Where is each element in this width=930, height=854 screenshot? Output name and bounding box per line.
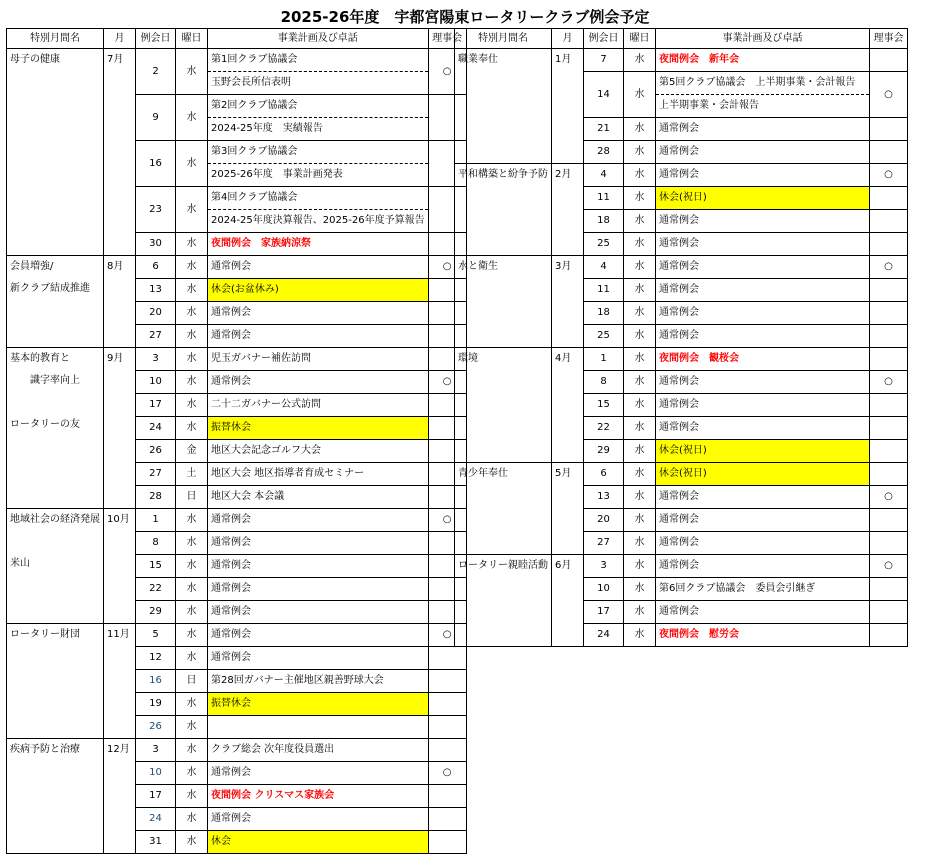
event-text: 夜間例会 クリスマス家族会 [208, 785, 429, 808]
meeting-day: 27 [136, 463, 176, 486]
meeting-day: 5 [136, 624, 176, 647]
meeting-day: 27 [136, 325, 176, 348]
meeting-day: 13 [584, 486, 624, 509]
weekday: 水 [624, 49, 656, 72]
weekday: 水 [176, 187, 208, 233]
topic-line [10, 531, 100, 553]
meeting-day: 24 [136, 808, 176, 831]
header-day: 例会日 [136, 29, 176, 49]
weekday: 水 [624, 440, 656, 463]
meeting-day: 20 [136, 302, 176, 325]
topic-line: 疾病予防と治療 [10, 744, 80, 755]
board-meeting-mark [870, 302, 908, 325]
event-text: 通常例会 [208, 555, 429, 578]
weekday: 水 [624, 601, 656, 624]
weekday: 水 [176, 831, 208, 854]
meeting-day: 24 [136, 417, 176, 440]
table-row [7, 509, 467, 532]
board-meeting-mark [428, 808, 466, 831]
event-text: 児玉ガバナー補佐訪問 [208, 348, 429, 371]
meeting-day: 25 [584, 233, 624, 256]
event-text: 通常例会 [656, 164, 870, 187]
meeting-day: 18 [584, 302, 624, 325]
board-meeting-mark [870, 601, 908, 624]
board-meeting-mark [870, 141, 908, 164]
event-text: 振替休会 [208, 693, 429, 716]
board-meeting-mark [870, 440, 908, 463]
event-text: 通常例会 [208, 325, 429, 348]
meeting-day: 12 [136, 647, 176, 670]
weekday: 水 [624, 371, 656, 394]
month-label: 9月 [104, 348, 136, 509]
meeting-day: 21 [584, 118, 624, 141]
meeting-day: 10 [584, 578, 624, 601]
weekday: 水 [176, 716, 208, 739]
meeting-day: 13 [136, 279, 176, 302]
month-topic [455, 463, 552, 555]
event-text: 2024-25年度決算報告、2025-26年度予算報告 [208, 210, 429, 233]
month-label: 3月 [552, 256, 584, 348]
month-label: 8月 [104, 256, 136, 348]
board-meeting-mark [870, 49, 908, 72]
weekday: 土 [176, 463, 208, 486]
weekday: 水 [624, 509, 656, 532]
header-topic: 特別月間名 [455, 29, 552, 49]
header-topic: 特別月間名 [7, 29, 104, 49]
month-label: 6月 [552, 555, 584, 647]
event-text: 通常例会 [208, 647, 429, 670]
weekday: 水 [176, 624, 208, 647]
event-text: 地区大会 本会議 [208, 486, 429, 509]
right-schedule-table [454, 28, 908, 647]
event-text: 夜間例会 慰労会 [656, 624, 870, 647]
board-meeting-mark: ○ [428, 49, 466, 95]
event-text: 2024-25年度 実績報告 [208, 118, 429, 141]
weekday: 水 [176, 256, 208, 279]
weekday: 水 [176, 532, 208, 555]
weekday: 水 [624, 325, 656, 348]
weekday: 水 [624, 72, 656, 118]
board-meeting-mark [870, 233, 908, 256]
board-meeting-mark [428, 647, 466, 670]
board-meeting-mark [870, 118, 908, 141]
weekday: 水 [624, 164, 656, 187]
weekday: 水 [624, 187, 656, 210]
header-day: 例会日 [584, 29, 624, 49]
event-text: 通常例会 [208, 509, 429, 532]
topic-line: 水と衛生 [458, 261, 498, 272]
board-meeting-mark [428, 716, 466, 739]
weekday: 水 [624, 394, 656, 417]
month-topic [7, 256, 104, 348]
topic-line: ロータリー財団 [10, 629, 80, 640]
weekday: 水 [624, 302, 656, 325]
board-meeting-mark [870, 624, 908, 647]
meeting-day: 27 [584, 532, 624, 555]
board-meeting-mark [870, 348, 908, 371]
month-topic [7, 49, 104, 256]
meeting-day: 20 [584, 509, 624, 532]
event-text [208, 716, 429, 739]
weekday: 水 [624, 256, 656, 279]
event-text: 通常例会 [656, 256, 870, 279]
meeting-day: 19 [136, 693, 176, 716]
month-topic [7, 348, 104, 509]
board-meeting-mark [870, 325, 908, 348]
event-text: 通常例会 [656, 532, 870, 555]
meeting-day: 24 [584, 624, 624, 647]
topic-line: ロータリー親睦活動 [458, 560, 548, 571]
left-body [7, 49, 467, 854]
table-row [455, 164, 908, 187]
event-text: 上半期事業・会計報告 [656, 95, 870, 118]
event-text: 第4回クラブ協議会 [208, 187, 429, 210]
topic-line: 平和構築と紛争予防 [458, 169, 548, 180]
topic-line: 識字率向上 [10, 375, 80, 386]
event-text: 第5回クラブ協議会 上半期事業・会計報告 [656, 72, 870, 95]
board-meeting-mark: ○ [428, 509, 466, 532]
event-text: 夜間例会 新年会 [656, 49, 870, 72]
event-text: 通常例会 [208, 256, 429, 279]
board-meeting-mark: ○ [428, 371, 466, 394]
month-label: 2月 [552, 164, 584, 256]
table-row [7, 739, 467, 762]
board-meeting-mark: ○ [870, 371, 908, 394]
topic-line: 母子の健康 [10, 54, 60, 65]
weekday: 金 [176, 440, 208, 463]
event-text: 休会 [208, 831, 429, 854]
event-text: 地区大会記念ゴルフ大会 [208, 440, 429, 463]
event-text: 通常例会 [656, 601, 870, 624]
header-row [455, 29, 908, 49]
weekday: 水 [176, 739, 208, 762]
weekday: 水 [176, 233, 208, 256]
event-text: 通常例会 [656, 325, 870, 348]
meeting-day: 15 [136, 555, 176, 578]
event-text: 通常例会 [656, 509, 870, 532]
weekday: 水 [176, 647, 208, 670]
weekday: 水 [624, 532, 656, 555]
topic-line: 地域社会の経済発展 [10, 514, 100, 525]
meeting-day: 23 [136, 187, 176, 233]
weekday: 水 [624, 555, 656, 578]
month-label: 11月 [104, 624, 136, 739]
board-meeting-mark [870, 578, 908, 601]
meeting-day: 4 [584, 256, 624, 279]
weekday: 水 [176, 601, 208, 624]
event-text: 玉野会長所信表明 [208, 72, 429, 95]
meeting-day: 15 [584, 394, 624, 417]
weekday: 水 [176, 394, 208, 417]
month-label: 1月 [552, 49, 584, 164]
event-text: 通常例会 [208, 601, 429, 624]
month-topic [455, 555, 552, 647]
meeting-day: 3 [584, 555, 624, 578]
board-meeting-mark [428, 831, 466, 854]
event-text: 通常例会 [656, 555, 870, 578]
event-text: 二十二ガバナー公式訪問 [208, 394, 429, 417]
page-title: 2025-26年度 宇都宮陽東ロータリークラブ例会予定 [280, 8, 650, 26]
header-board: 理事会 [428, 29, 466, 49]
board-meeting-mark: ○ [428, 762, 466, 785]
right-schedule [454, 28, 908, 647]
month-label: 7月 [104, 49, 136, 256]
weekday: 水 [176, 141, 208, 187]
header-events: 事業計画及び卓話 [208, 29, 429, 49]
event-text: 通常例会 [208, 762, 429, 785]
event-text: 通常例会 [656, 118, 870, 141]
weekday: 日 [176, 486, 208, 509]
month-label: 4月 [552, 348, 584, 463]
weekday: 日 [176, 670, 208, 693]
weekday: 水 [176, 693, 208, 716]
month-label: 12月 [104, 739, 136, 854]
topic-line: ロータリーの友 [10, 419, 80, 430]
board-meeting-mark [870, 463, 908, 486]
meeting-day: 17 [136, 785, 176, 808]
header-events: 事業計画及び卓話 [656, 29, 870, 49]
meeting-day: 17 [584, 601, 624, 624]
weekday: 水 [176, 302, 208, 325]
weekday: 水 [624, 118, 656, 141]
month-topic [455, 348, 552, 463]
board-meeting-mark: ○ [870, 486, 908, 509]
board-meeting-mark: ○ [428, 624, 466, 647]
meeting-day: 28 [136, 486, 176, 509]
month-topic [7, 739, 104, 854]
table-row [455, 256, 908, 279]
meeting-day: 7 [584, 49, 624, 72]
event-text: 通常例会 [656, 302, 870, 325]
weekday: 水 [624, 233, 656, 256]
board-meeting-mark: ○ [870, 72, 908, 118]
topic-line [10, 392, 100, 414]
weekday: 水 [624, 463, 656, 486]
weekday: 水 [624, 486, 656, 509]
event-text: 地区大会 地区指導者育成セミナー [208, 463, 429, 486]
topic-line: 青少年奉仕 [458, 468, 508, 479]
weekday: 水 [624, 578, 656, 601]
topic-line: 職業奉仕 [458, 54, 498, 65]
meeting-day: 28 [584, 141, 624, 164]
header-dow: 曜日 [624, 29, 656, 49]
table-row [455, 555, 908, 578]
board-meeting-mark [428, 785, 466, 808]
meeting-day: 26 [136, 716, 176, 739]
header-month: 月 [104, 29, 136, 49]
month-topic [7, 509, 104, 624]
event-text: 夜間例会 家族納涼祭 [208, 233, 429, 256]
weekday: 水 [176, 509, 208, 532]
meeting-day: 1 [136, 509, 176, 532]
board-meeting-mark [870, 417, 908, 440]
weekday: 水 [176, 348, 208, 371]
weekday: 水 [624, 210, 656, 233]
meeting-day: 8 [584, 371, 624, 394]
board-meeting-mark [870, 279, 908, 302]
event-text: 通常例会 [656, 394, 870, 417]
event-text: 通常例会 [656, 233, 870, 256]
event-text: 通常例会 [208, 371, 429, 394]
meeting-day: 29 [584, 440, 624, 463]
table-row [455, 463, 908, 486]
event-text: 通常例会 [656, 141, 870, 164]
board-meeting-mark: ○ [870, 164, 908, 187]
board-meeting-mark: ○ [870, 555, 908, 578]
meeting-day: 11 [584, 279, 624, 302]
event-text: 通常例会 [656, 417, 870, 440]
event-text: クラブ総会 次年度役員選出 [208, 739, 429, 762]
board-meeting-mark [870, 210, 908, 233]
meeting-day: 3 [136, 348, 176, 371]
meeting-day: 22 [584, 417, 624, 440]
event-text: 通常例会 [208, 532, 429, 555]
weekday: 水 [624, 624, 656, 647]
meeting-day: 26 [136, 440, 176, 463]
weekday: 水 [176, 279, 208, 302]
month-topic [455, 164, 552, 256]
weekday: 水 [176, 49, 208, 95]
month-label: 5月 [552, 463, 584, 555]
weekday: 水 [176, 808, 208, 831]
meeting-day: 10 [136, 762, 176, 785]
weekday: 水 [624, 279, 656, 302]
meeting-day: 2 [136, 49, 176, 95]
weekday: 水 [176, 785, 208, 808]
weekday: 水 [624, 141, 656, 164]
event-text: 2025-26年度 事業計画発表 [208, 164, 429, 187]
event-text: 休会(祝日) [656, 463, 870, 486]
topic-line: 米山 [10, 558, 30, 569]
meeting-day: 17 [136, 394, 176, 417]
weekday: 水 [176, 325, 208, 348]
table-row [7, 256, 467, 279]
table-row [455, 348, 908, 371]
header-dow: 曜日 [176, 29, 208, 49]
header-board: 理事会 [870, 29, 908, 49]
weekday: 水 [176, 578, 208, 601]
event-text: 第1回クラブ協議会 [208, 49, 429, 72]
header-month: 月 [552, 29, 584, 49]
meeting-day: 22 [136, 578, 176, 601]
meeting-day: 6 [136, 256, 176, 279]
board-meeting-mark [428, 739, 466, 762]
event-text: 第28回ガバナー主催地区親善野球大会 [208, 670, 429, 693]
meeting-day: 14 [584, 72, 624, 118]
meeting-day: 30 [136, 233, 176, 256]
meeting-day: 16 [136, 141, 176, 187]
left-schedule [6, 28, 467, 854]
board-meeting-mark [428, 693, 466, 716]
topic-line: 基本的教育と [10, 353, 70, 364]
month-topic [7, 624, 104, 739]
event-text: 休会(お盆休み) [208, 279, 429, 302]
event-text: 第2回クラブ協議会 [208, 95, 429, 118]
meeting-day: 18 [584, 210, 624, 233]
board-meeting-mark [870, 509, 908, 532]
event-text: 第3回クラブ協議会 [208, 141, 429, 164]
meeting-day: 11 [584, 187, 624, 210]
topic-line: 会員増強/ [10, 261, 54, 272]
event-text: 通常例会 [656, 371, 870, 394]
board-meeting-mark [870, 394, 908, 417]
month-topic [455, 49, 552, 164]
event-text: 第6回クラブ協議会 委員会引継ぎ [656, 578, 870, 601]
meeting-day: 25 [584, 325, 624, 348]
event-text: 休会(祝日) [656, 440, 870, 463]
weekday: 水 [624, 348, 656, 371]
event-text: 通常例会 [656, 210, 870, 233]
weekday: 水 [176, 762, 208, 785]
weekday: 水 [176, 417, 208, 440]
weekday: 水 [176, 95, 208, 141]
topic-line: 環境 [458, 353, 478, 364]
left-schedule-table [6, 28, 467, 854]
event-text: 通常例会 [208, 578, 429, 601]
board-meeting-mark [870, 187, 908, 210]
board-meeting-mark: ○ [870, 256, 908, 279]
meeting-day: 29 [136, 601, 176, 624]
meeting-day: 4 [584, 164, 624, 187]
meeting-day: 10 [136, 371, 176, 394]
event-text: 通常例会 [656, 486, 870, 509]
meeting-day: 16 [136, 670, 176, 693]
meeting-day: 6 [584, 463, 624, 486]
header-row [7, 29, 467, 49]
event-text: 通常例会 [208, 808, 429, 831]
event-text: 通常例会 [208, 624, 429, 647]
board-meeting-mark: ○ [428, 256, 466, 279]
meeting-day: 1 [584, 348, 624, 371]
month-topic [455, 256, 552, 348]
event-text: 通常例会 [208, 302, 429, 325]
weekday: 水 [176, 555, 208, 578]
board-meeting-mark [428, 670, 466, 693]
table-row [7, 348, 467, 371]
meeting-day: 8 [136, 532, 176, 555]
event-text: 通常例会 [656, 279, 870, 302]
right-body [455, 49, 908, 647]
event-text: 休会(祝日) [656, 187, 870, 210]
table-row [455, 49, 908, 72]
meeting-day: 31 [136, 831, 176, 854]
meeting-day: 9 [136, 95, 176, 141]
event-text: 夜間例会 観桜会 [656, 348, 870, 371]
weekday: 水 [176, 371, 208, 394]
month-label: 10月 [104, 509, 136, 624]
meeting-day: 3 [136, 739, 176, 762]
table-row [7, 624, 467, 647]
event-text: 振替休会 [208, 417, 429, 440]
board-meeting-mark [870, 532, 908, 555]
table-row [7, 49, 467, 72]
topic-line: 新クラブ結成推進 [10, 283, 90, 294]
weekday: 水 [624, 417, 656, 440]
